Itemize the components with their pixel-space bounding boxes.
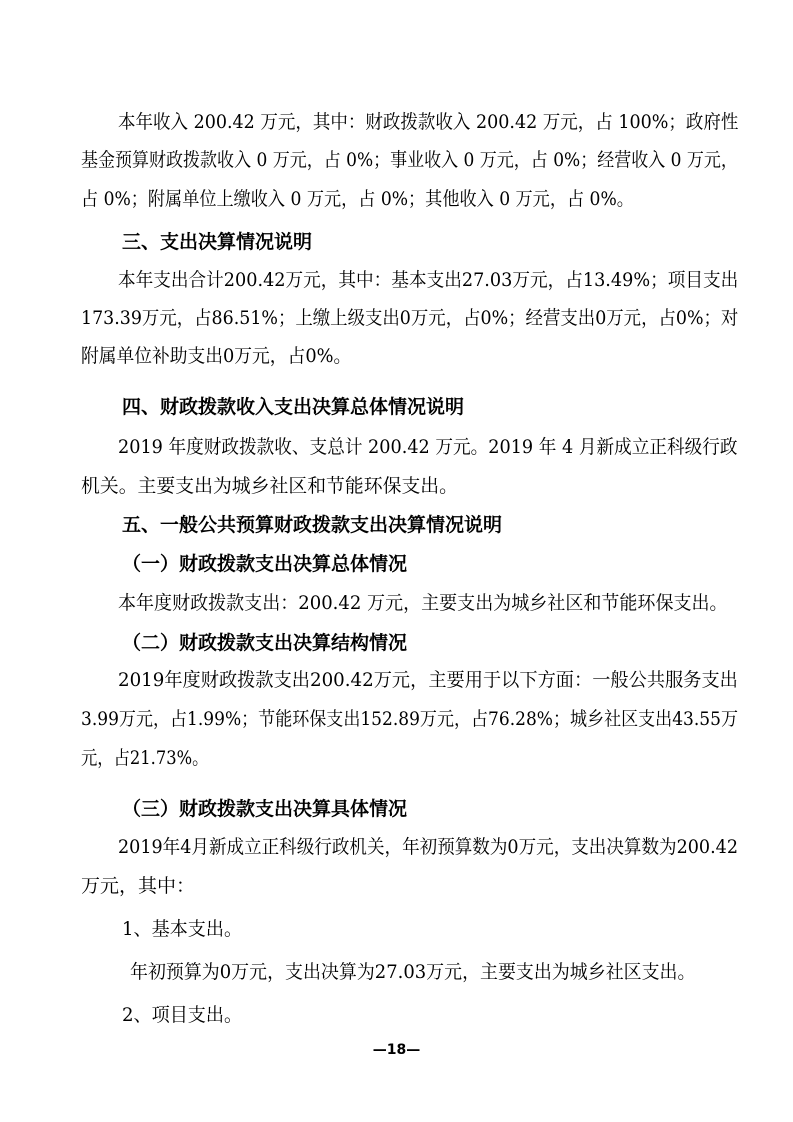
section-heading: 五、一般公共预算财政拨款支出决算情况说明 [122, 514, 503, 536]
section-heading: 四、财政拨款收入支出决算总体情况说明 [122, 396, 465, 418]
body-text-line: 本年收入 200.42 万元，其中：财政拨款收入 200.42 万元，占 100%；政府性 [118, 111, 739, 133]
body-text-line: 元，占21.73%。 [81, 747, 209, 769]
list-item-label: 1、基本支出。 [122, 918, 243, 940]
list-item-label: 2、项目支出。 [122, 1004, 243, 1026]
section-heading: 三、支出决算情况说明 [122, 231, 313, 253]
body-text-line: 占 0%；附属单位上缴收入 0 万元，占 0%；其他收入 0 万元，占 0%。 [81, 188, 634, 210]
body-text-line: 2019 年度财政拨款收、支总计 200.42 万元。2019 年 4 月新成立正科级行政 [118, 436, 738, 458]
body-text-line: 3.99万元，占1.99%；节能环保支出152.89万元，占76.28%；城乡社区支出43.55万 [81, 708, 738, 730]
body-text-line: 附属单位补助支出0万元，占0%。 [81, 345, 352, 367]
body-text-line: 年初预算为0万元，支出决算为27.03万元，主要支出为城乡社区支出。 [130, 961, 696, 983]
body-text-line: 2019年4月新成立正科级行政机关，年初预算数为0万元，支出决算数为200.42 [118, 836, 739, 858]
body-text-line: 本年支出合计200.42万元，其中：基本支出27.03万元，占13.49%；项目支出 [118, 269, 739, 291]
body-text-line: 万元，其中： [81, 875, 196, 897]
body-text-line: 2019年度财政拨款支出200.42万元，主要用于以下方面：一般公共服务支出 [118, 669, 738, 691]
subsection-heading: （一）财政拨款支出决算总体情况 [122, 553, 408, 575]
body-text-line: 173.39万元，占86.51%；上缴上级支出0万元，占0%；经营支出0万元，占0%；对 [81, 307, 739, 329]
body-text-line: 本年度财政拨款支出：200.42 万元，主要支出为城乡社区和节能环保支出。 [118, 592, 728, 614]
page-number: —18— [372, 1042, 421, 1058]
body-text-line: 机关。主要支出为城乡社区和节能环保支出。 [81, 475, 459, 497]
subsection-heading: （三）财政拨款支出决算具体情况 [122, 798, 408, 820]
body-text-line: 基金预算财政拨款收入 0 万元，占 0%；事业收入 0 万元，占 0%；经营收入 0 万元， [81, 149, 738, 171]
subsection-heading: （二）财政拨款支出决算结构情况 [122, 632, 408, 654]
